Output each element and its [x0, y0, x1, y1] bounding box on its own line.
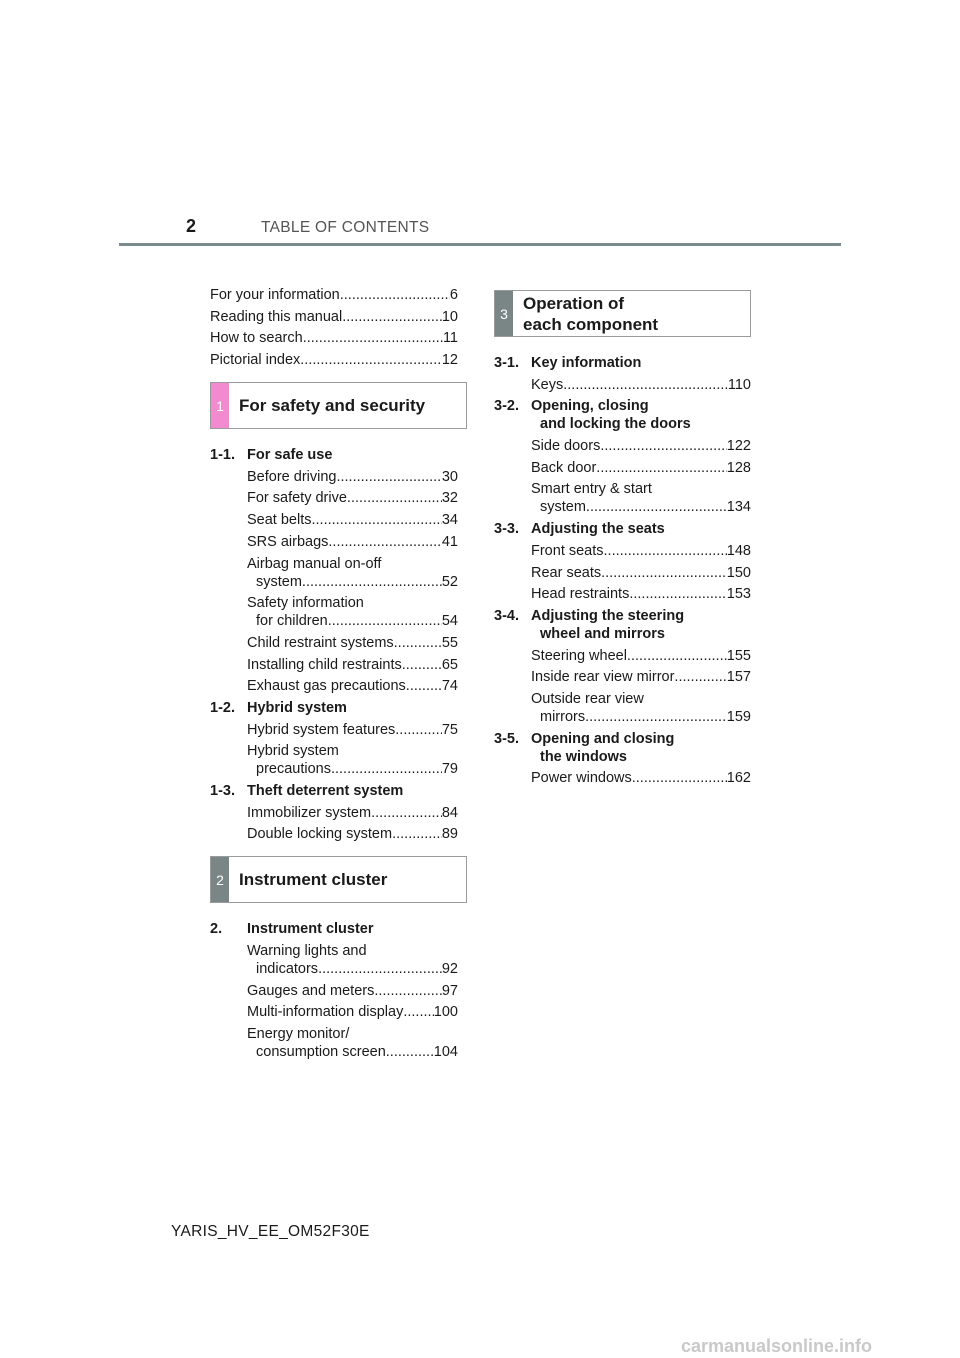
section-heading[interactable]: 3-2. Opening, closing and locking the doors	[494, 398, 691, 433]
toc-entry[interactable]: Double locking system ..... 89	[247, 825, 458, 843]
toc-entry[interactable]: For your information ..... 6	[210, 286, 458, 304]
section-3-2	[494, 397, 751, 516]
toc-entry[interactable]: Immobilizer system ..... 84	[247, 804, 458, 822]
section-3-4	[494, 607, 751, 726]
chapter-3-tab: 3	[495, 291, 513, 336]
toc-entry[interactable]: SRS airbags ..... 41	[247, 533, 458, 551]
toc-entry[interactable]: How to search ..... 11	[210, 329, 458, 347]
section-heading[interactable]: 1-1. For safe use	[210, 447, 333, 464]
toc-entry[interactable]: Before driving ..... 30	[247, 468, 458, 486]
toc-entry[interactable]: Multi-information display ..... 100	[247, 1003, 458, 1021]
page-title: TABLE OF CONTENTS	[261, 219, 430, 236]
section-heading[interactable]: 3-1. Key information	[494, 355, 642, 371]
toc-entry[interactable]: Hybrid system precautions ..... 79	[247, 742, 458, 778]
toc-entry[interactable]: Gauges and meters ..... 97	[247, 982, 458, 1000]
toc-entry[interactable]: Keys ..... 110	[531, 376, 751, 394]
section-1-2	[210, 699, 458, 778]
toc-entry[interactable]: Back door ..... 128	[531, 459, 751, 477]
toc-entry[interactable]: For safety drive ..... 32	[247, 489, 458, 507]
toc-entry[interactable]: Reading this manual ..... 10	[210, 308, 458, 326]
chapter-1-tab: 1	[211, 383, 229, 428]
toc-entry[interactable]: Front seats ..... 148	[531, 542, 751, 560]
toc-entry[interactable]: Smart entry & start system ..... 134	[531, 480, 751, 516]
document-code: YARIS_HV_EE_OM52F30E	[171, 1223, 370, 1240]
toc-entry[interactable]: Energy monitor/ consumption screen ..... 104	[247, 1025, 458, 1061]
toc-entry[interactable]: Airbag manual on-off system ..... 52	[247, 555, 458, 591]
section-3-3	[494, 520, 751, 603]
toc-entry[interactable]: Warning lights and indicators ..... 92	[247, 942, 458, 978]
section-3-1	[494, 354, 751, 394]
section-2	[210, 920, 458, 1061]
header-divider	[119, 243, 841, 246]
section-1-3	[210, 782, 458, 843]
page-number: 2	[186, 216, 197, 236]
toc-entry[interactable]: Hybrid system features ..... 75	[247, 721, 458, 739]
chapter-2-header[interactable]	[210, 856, 467, 903]
chapter-3-title: Operation of each component	[523, 293, 659, 334]
toc-entry[interactable]: Safety information for children ..... 54	[247, 594, 458, 630]
toc-entry[interactable]: Power windows ..... 162	[531, 769, 751, 787]
toc-entry[interactable]: Side doors ..... 122	[531, 437, 751, 455]
toc-entry[interactable]: Rear seats ..... 150	[531, 564, 751, 582]
chapter-2-tab: 2	[211, 857, 229, 902]
chapter-1-header[interactable]	[210, 382, 467, 429]
toc-entry[interactable]: Child restraint systems ..... 55	[247, 634, 458, 652]
section-1-1	[210, 446, 458, 695]
section-heading[interactable]: 3-4. Adjusting the steering wheel and mirrors	[494, 607, 685, 642]
toc-entry[interactable]: Seat belts ..... 34	[247, 511, 458, 529]
toc-entry[interactable]: Head restraints ..... 153	[531, 585, 751, 603]
section-heading[interactable]: 3-5. Opening and closing the windows	[494, 730, 675, 765]
section-heading[interactable]: 2. Instrument cluster	[210, 921, 374, 938]
section-heading[interactable]: 1-2. Hybrid system	[210, 699, 347, 716]
toc-entry[interactable]: Pictorial index ..... 12	[210, 351, 458, 369]
section-3-5	[494, 730, 751, 788]
toc-entry[interactable]: Inside rear view mirror ..... 157	[531, 668, 751, 686]
toc-entry[interactable]: Installing child restraints ..... 65	[247, 656, 458, 674]
toc-entry[interactable]: Exhaust gas precautions ..... 74	[247, 677, 458, 695]
section-heading[interactable]: 1-3. Theft deterrent system	[210, 783, 404, 799]
toc-entry[interactable]: Outside rear view mirrors ..... 159	[531, 690, 751, 726]
toc-entry[interactable]: Steering wheel ..... 155	[531, 647, 751, 665]
watermark: carmanualsonline.info	[681, 1336, 873, 1356]
chapter-1-title: For safety and security	[239, 396, 426, 416]
section-heading[interactable]: 3-3. Adjusting the seats	[494, 521, 665, 538]
chapter-2-title: Instrument cluster	[239, 870, 388, 890]
chapter-3-header[interactable]	[494, 290, 751, 337]
toc-left-column	[210, 286, 458, 1065]
toc-right-column	[494, 290, 751, 791]
